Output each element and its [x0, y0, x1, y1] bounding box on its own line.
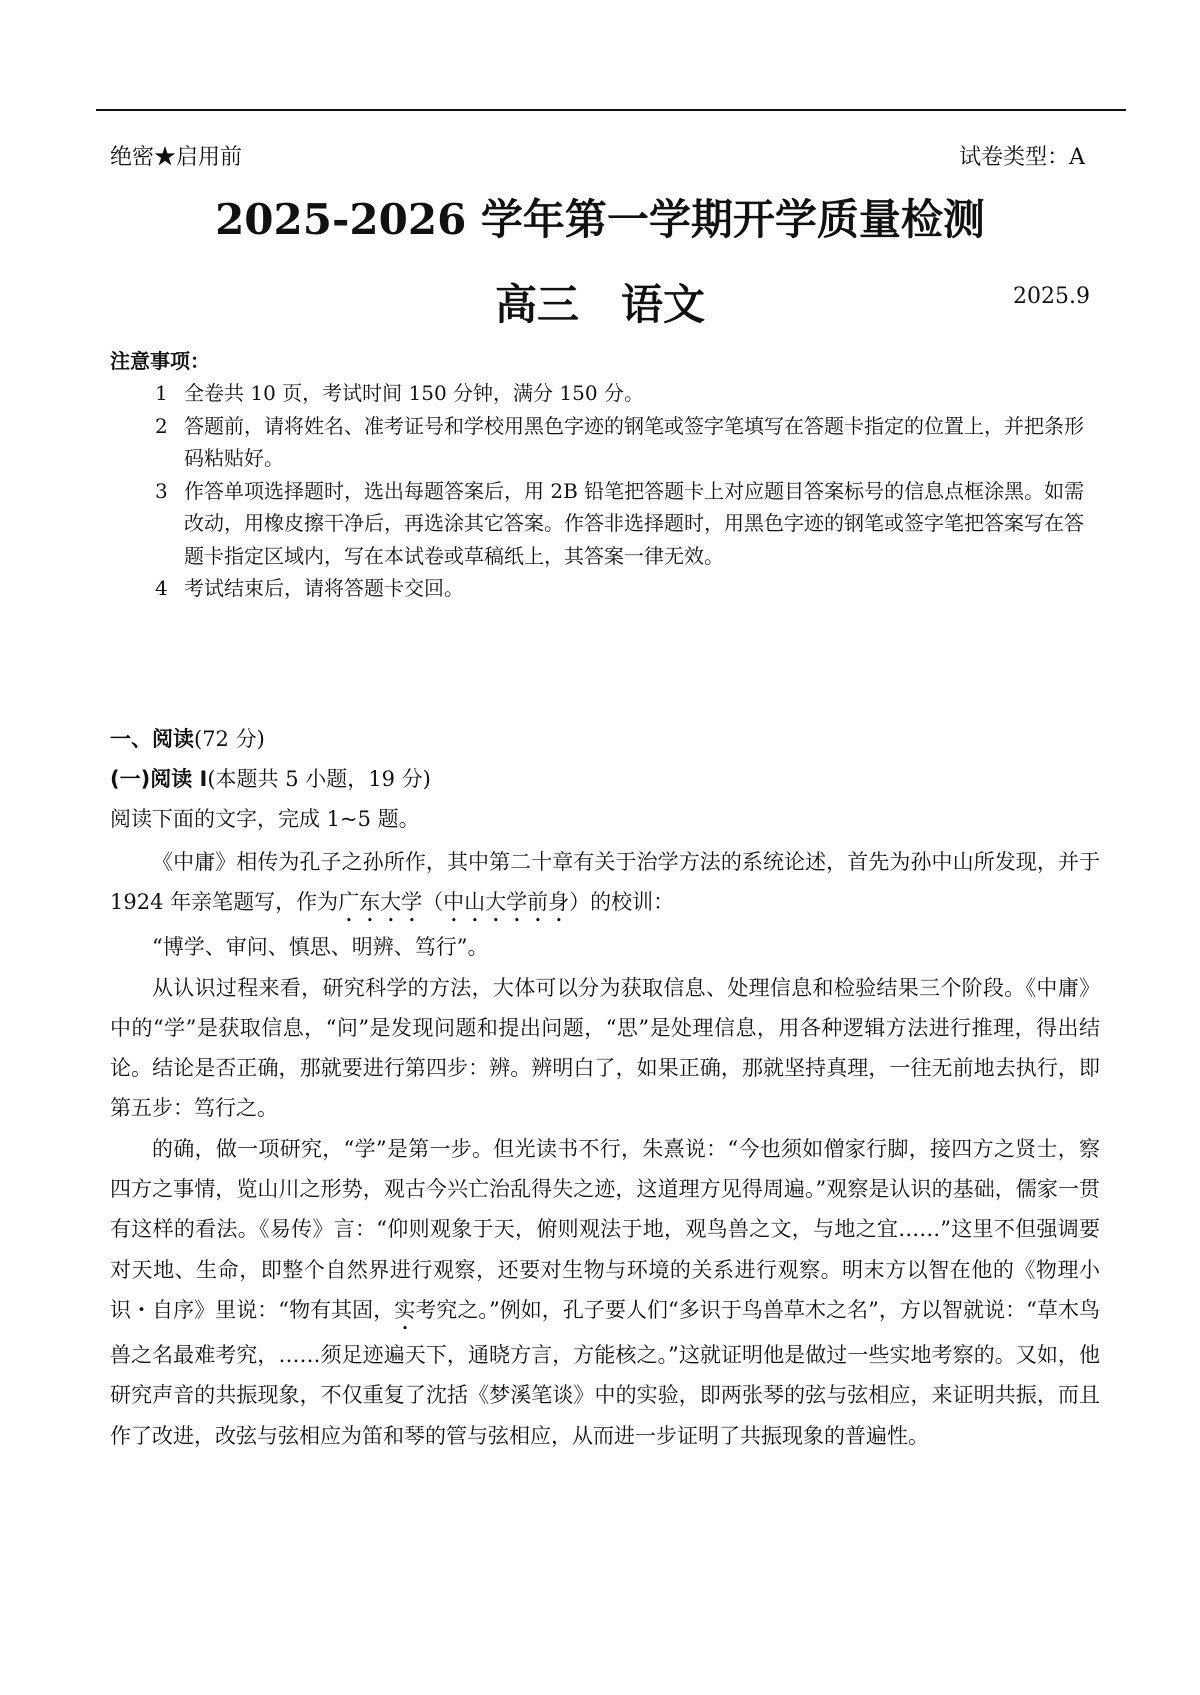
section-title: 一、阅读	[110, 727, 194, 751]
notice-list	[155, 377, 1100, 605]
section-heading	[110, 723, 265, 753]
passage-paragraph	[110, 1129, 1100, 1456]
reading-instruction: 阅读下面的文字，完成 1~5 题。	[110, 807, 420, 831]
section-score: (72 分)	[194, 727, 265, 751]
notice-item	[155, 572, 1100, 605]
notice-number: 2	[155, 413, 168, 438]
notice-heading: 注意事项：	[110, 349, 210, 373]
exam-subject: 高三 语文	[494, 280, 705, 329]
reading-passage	[110, 842, 1100, 1456]
paper-type: 试卷类型：A	[959, 145, 1085, 170]
subsection-heading	[110, 763, 431, 793]
passage-text: 的校训：	[590, 890, 675, 915]
notice-text: 作答单项选择题时，选出每题答案后，用 2B 铅笔把答题卡上对应题目答案标号的信息点框涂黑。如需改动，用橡皮擦干净后，再选涂其它答案。作答非选择题时，用黑色字迹的钢笔或签字笔把答案写在答题卡指定区域内，写在本试卷或草稿纸上，其答案一律无效。	[184, 478, 1085, 568]
passage-text: 考究之。”例如，孔子要人们“多识于鸟兽草木之名”，方以智就说：“草木鸟兽之名最难考究，……须足迹遍天下，通晓方言，方能核之。”这就证明他是做过一些实地考察的。又如，他研究声音的共振现象，不仅重复了沈括《梦溪笔谈》中的实验，即两张琴的弦与弦相应，来证明共振，而且作了改进，改弦与弦相应为笛和琴的管与弦相应，从而进一步证明了共振现象的普遍性。	[110, 1297, 1100, 1448]
passage-paragraph	[110, 842, 1100, 927]
emphasized-text: 广东大学（中山大学前身）	[338, 890, 591, 915]
exam-title: 2025-2026 学年第一学期开学质量检测	[215, 195, 985, 244]
notice-number: 4	[155, 576, 168, 600]
notice-number: 3	[155, 478, 168, 503]
notice-text: 答题前，请将姓名、准考证号和学校用黑色字迹的钢笔或签字笔填写在答题卡指定的位置上，并把条形码粘贴好。	[184, 413, 1084, 470]
passage-text: 《中庸》相传为孔子之孙所作，其中第二十章有关于治学方法的系统论述，首先为孙中山所发现，并于 1924 年亲笔题写，作为	[110, 850, 1100, 915]
subsection-info: (本题共 5 小题，19 分)	[207, 767, 431, 791]
passage-paragraph: 从认识过程来看，研究科学的方法，大体可以分为获取信息、处理信息和检验结果三个阶段。《中庸》中的“学”是获取信息，“问”是发现问题和提出问题，“思”是处理信息，用各种逻辑方法进行推理，得出结论。结论是否正确，那就要进行第四步：辨。辨明白了，如果正确，那就坚持真理，一往无前地去执行，即第五步：笃行之。	[110, 975, 1100, 1121]
notice-number: 1	[155, 381, 168, 405]
notice-text: 全卷共 10 页，考试时间 150 分钟，满分 150 分。	[184, 381, 644, 405]
exam-date: 2025.9	[1013, 284, 1090, 309]
notice-item	[155, 410, 1100, 475]
notice-item	[155, 377, 1100, 410]
passage-paragraph: “博学、审问、慎思、明辨、笃行”。	[152, 935, 489, 960]
passage-text: 的确，做一项研究，“学”是第一步。但光读书不行，朱熹说：“今也须如僧家行脚，接四方之贤士，察四方之事情，览山川之形势，观古今兴亡治乱得失之迹，这道理方见得周遍。”观察是认识的基础，儒家一贯有这样的看法。《易传》言：“仰则观象于天，俯则观法于地，观鸟兽之文，与地之宜……”这里不但强调要对天地、生命，即整个自然界进行观察，还要对生物与环境的关系进行观察。明末方以智在他的《物理小识・自序》里说：“物有其固，	[110, 1136, 1100, 1322]
subsection-title: (一)阅读 I	[110, 767, 208, 791]
emphasized-text: 实	[394, 1297, 416, 1322]
notice-item	[155, 475, 1100, 573]
notice-text: 考试结束后，请将答题卡交回。	[184, 576, 464, 600]
top-rule	[96, 109, 1126, 111]
secret-label: 绝密★启用前	[110, 145, 243, 170]
